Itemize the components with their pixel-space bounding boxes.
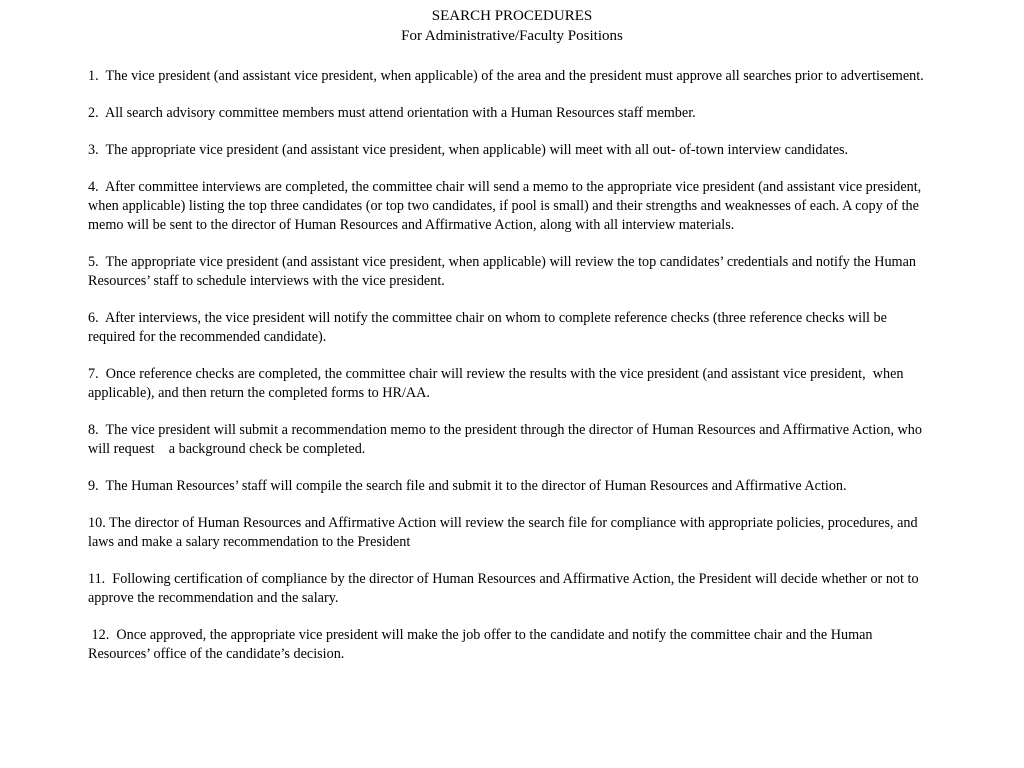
document-title: SEARCH PROCEDURES xyxy=(431,8,593,24)
procedure-item-9: 9. The Human Resources’ staff will compile the search file and submit it to the director of Human Resources and Affirmative Action. xyxy=(88,478,847,494)
procedure-item-4: 4. After committee interviews are completed, the committee chair will send a memo to the appropriate vice president (and assistant vice president, when applicable) listing the top three candidates (or top two candidates, if pool is small) and their strengths and weaknesses of each. A copy of the memo will be sent to the director of Human Resources and Affirmative Action, along with all interview materials. xyxy=(88,179,925,233)
procedure-item-7: 7. Once reference checks are completed, the committee chair will review the results with the vice president (and assistant vice president, when applicable), and then return the completed forms to HR/AA. xyxy=(88,366,908,401)
procedure-item-10: 10. The director of Human Resources and Affirmative Action will review the search file for compliance with appropriate policies, procedures, and laws and make a salary recommendation to the President xyxy=(88,515,922,550)
procedure-item-3: 3. The appropriate vice president (and assistant vice president, when applicable) will meet with all out- of-town interview candidates. xyxy=(88,142,849,158)
procedure-item-11: 11. Following certification of compliance by the director of Human Resources and Affirmative Action, the President will decide whether or not to approve the recommendation and the salary. xyxy=(88,571,923,606)
procedure-item-5: 5. The appropriate vice president (and assistant vice president, when applicable) will review the top candidates’ credentials and notify the Human Resources’ staff to schedule interviews with the vice president. xyxy=(88,254,920,289)
procedure-item-1: 1. The vice president (and assistant vice president, when applicable) of the area and the president must approve all searches prior to advertisement. xyxy=(88,68,924,84)
procedure-list xyxy=(88,67,933,682)
procedure-item-6: 6. After interviews, the vice president will notify the committee chair on whom to complete reference checks (three reference checks will be required for the recommended candidate). xyxy=(88,310,891,345)
procedure-item-12: 12. Once approved, the appropriate vice president will make the job offer to the candidate and notify the committee chair and the Human Resources’ office of the candidate’s decision. xyxy=(88,627,877,662)
document-subtitle: For Administrative/Faculty Positions xyxy=(401,28,623,44)
procedure-item-2: 2. All search advisory committee members must attend orientation with a Human Resources staff member. xyxy=(88,105,696,121)
document-header xyxy=(0,6,1024,46)
procedure-item-8: 8. The vice president will submit a recommendation memo to the president through the director of Human Resources and Affirmative Action, who will request a background check be completed. xyxy=(88,422,926,457)
